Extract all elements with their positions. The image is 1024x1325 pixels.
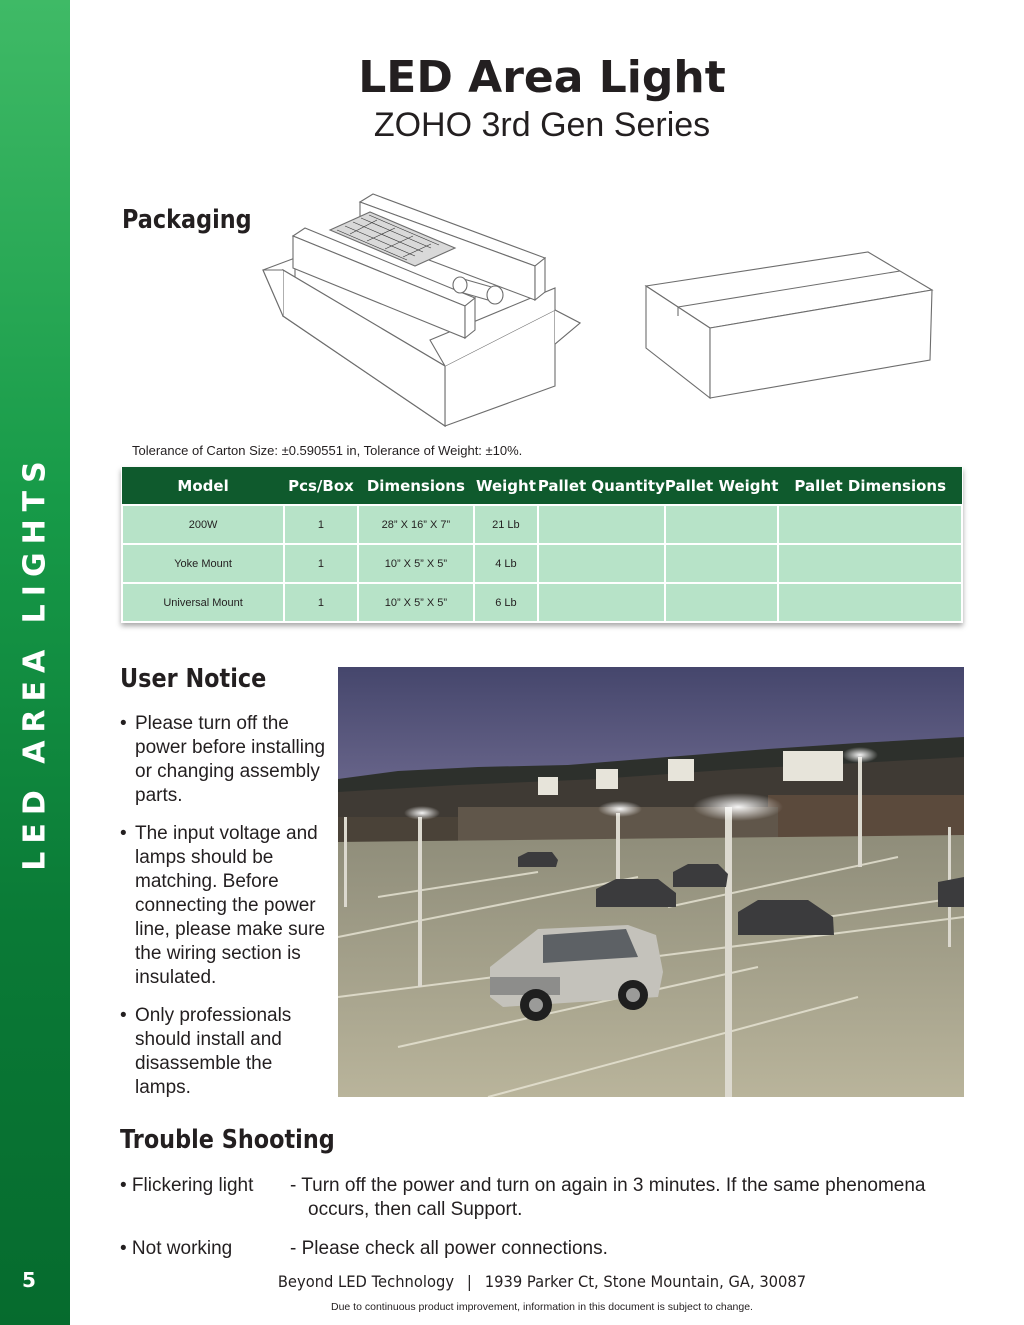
table-cell: 1 xyxy=(284,544,358,583)
table-cell xyxy=(538,505,665,544)
table-cell: Universal Mount xyxy=(122,583,284,622)
table-header: Dimensions xyxy=(358,467,474,505)
table-header-row xyxy=(122,467,962,505)
table-cell xyxy=(778,544,962,583)
table-cell: 200W xyxy=(122,505,284,544)
table-cell xyxy=(665,505,778,544)
table-cell: 28” X 16” X 7” xyxy=(358,505,474,544)
parking-lot-photo xyxy=(338,667,964,1097)
solution-line: - Turn off the power and turn on again in 3 minutes. If the same phenomena xyxy=(290,1175,926,1196)
footer-company: Beyond LED Technology xyxy=(277,1272,455,1291)
table-header: Model xyxy=(122,467,284,505)
table-header: Pallet Weight xyxy=(665,467,778,505)
table-cell xyxy=(665,583,778,622)
table-cell xyxy=(538,544,665,583)
footer-contact xyxy=(108,1272,976,1291)
table-cell: Yoke Mount xyxy=(122,544,284,583)
trouble-issue: • Flickering light xyxy=(120,1175,254,1196)
table-cell xyxy=(778,505,962,544)
footer-separator: | xyxy=(466,1272,472,1291)
table-cell: 10” X 5” X 5” xyxy=(358,583,474,622)
closed-box-illustration xyxy=(640,248,940,403)
trouble-solution xyxy=(290,1174,960,1222)
table-row xyxy=(122,544,962,583)
trouble-solution xyxy=(290,1237,960,1261)
table-cell: 4 Lb xyxy=(474,544,538,583)
solution-line: occurs, then call Support. xyxy=(308,1199,523,1220)
packaging-table xyxy=(121,467,963,623)
table-cell: 6 Lb xyxy=(474,583,538,622)
table-cell: 21 Lb xyxy=(474,505,538,544)
footer-address: 1939 Parker Ct, Stone Mountain, GA, 30087 xyxy=(484,1272,807,1291)
list-item: • The input voltage and lamps should be matching. Before connecting the power line, please make sure the wiring section is insulated. xyxy=(120,822,330,990)
table-cell xyxy=(778,583,962,622)
page-title: LED Area Light xyxy=(358,52,726,103)
footer-disclaimer: Due to continuous product improvement, information in this document is subject to change. xyxy=(331,1301,753,1313)
table-row xyxy=(122,505,962,544)
list-item: • Only professionals should install and disassemble the lamps. xyxy=(120,1004,330,1100)
table-header: Weight xyxy=(474,467,538,505)
table-cell xyxy=(538,583,665,622)
trouble-issue: • Not working xyxy=(120,1238,233,1259)
open-box-illustration xyxy=(255,188,585,433)
tolerance-note: Tolerance of Carton Size: ±0.590551 in, Tolerance of Weight: ±10%. xyxy=(132,443,523,458)
trouble-shooting-heading: Trouble Shooting xyxy=(120,1125,335,1155)
table-row xyxy=(122,583,962,622)
sidebar-label: LED AREA LIGHTS xyxy=(17,453,53,871)
table-cell: 1 xyxy=(284,505,358,544)
table-cell: 1 xyxy=(284,583,358,622)
solution-line: - Please check all power connections. xyxy=(290,1238,608,1259)
user-notice-list xyxy=(120,712,330,1114)
table-header: Pallet Dimensions xyxy=(778,467,962,505)
page-number: 5 xyxy=(22,1268,36,1292)
table-cell xyxy=(665,544,778,583)
user-notice-heading: User Notice xyxy=(120,664,267,694)
table-cell: 10” X 5” X 5” xyxy=(358,544,474,583)
sidebar xyxy=(0,0,70,1325)
table-header: Pcs/Box xyxy=(284,467,358,505)
packaging-heading: Packaging xyxy=(122,205,252,235)
page-subtitle: ZOHO 3rd Gen Series xyxy=(373,106,711,144)
table-header: Pallet Quantity xyxy=(538,467,665,505)
list-item: • Please turn off the power before installing or changing assembly parts. xyxy=(120,712,330,808)
